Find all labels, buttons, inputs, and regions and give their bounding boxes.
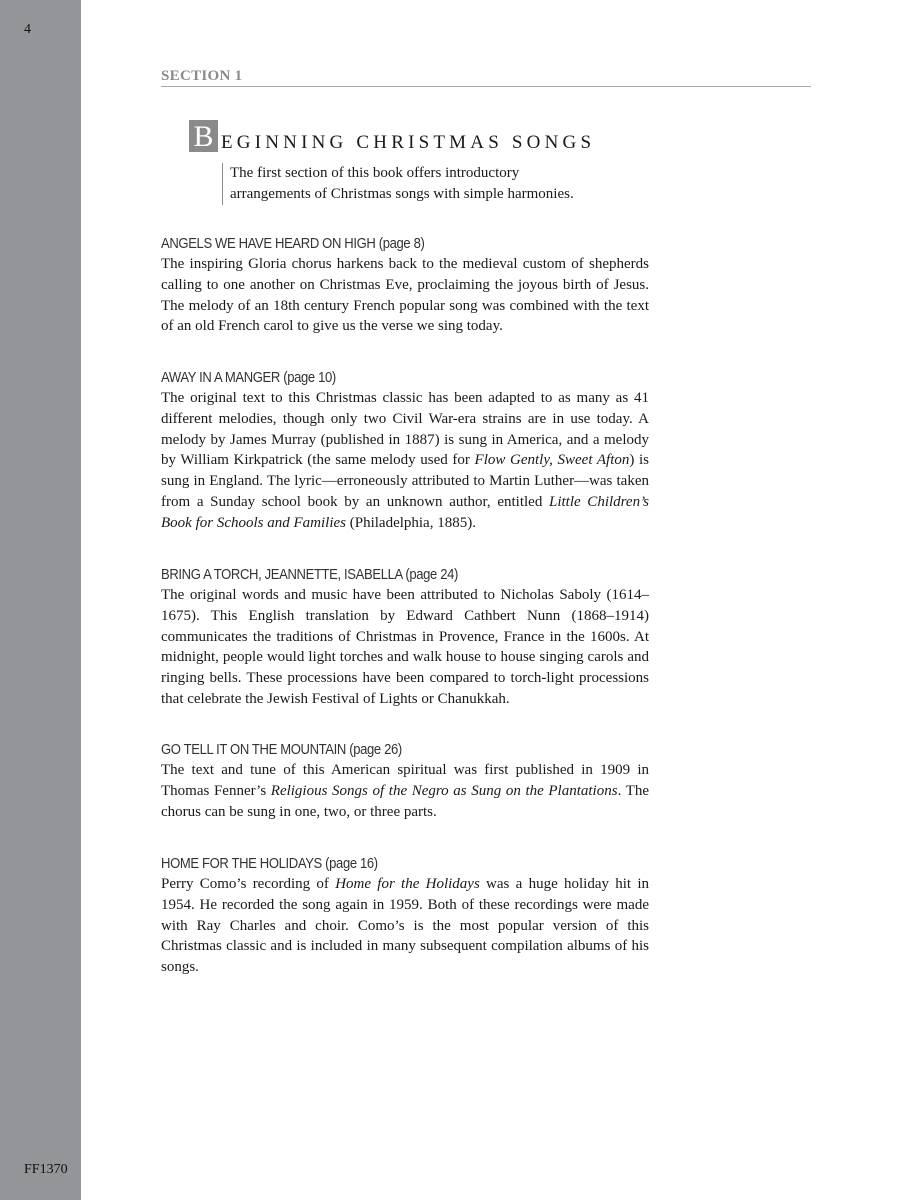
song-description [161, 388, 649, 534]
text-run: The original text to this Christmas classic has been adapted to as many as 41 different melodies, though only two Civil War-era strains are in use today. A melody by James Murray (published in 1887) is sung in America, and a melody by William Kirkpatrick (the same melody used for [161, 390, 649, 469]
chapter-title [189, 120, 595, 152]
text-run: The text and tune of this American spiritual was first published in 1909 in Thomas Fenner’s [161, 762, 649, 799]
text-run: ) is sung in England. The lyric—erroneously attributed to Martin Luther—was taken from a Sunday school book by an unknown author, entitled [161, 452, 649, 510]
margin-bar [0, 0, 81, 1200]
song-entry-home-for-the-holidays [161, 856, 649, 978]
italic-title: Religious Songs of the Negro as Sung on the Plantations [270, 782, 618, 799]
song-description: The inspiring Gloria chorus harkens back to the medieval custom of shepherds calling to one another on Christmas Eve, proclaiming the joyous birth of Jesus. The melody of an 18th century French popular song was combined with the text of an old French carol to give us the verse we sing today. [161, 256, 649, 335]
text-run: . The chorus can be sung in one, two, or three parts. [161, 782, 649, 820]
italic-title: Little Children’s Book for Schools and Families [161, 493, 649, 531]
song-title: BRING A TORCH, JEANNETTE, ISABELLA (page 24) [161, 567, 458, 583]
song-entry-angels [161, 236, 649, 337]
song-title: GO TELL IT ON THE MOUNTAIN (page 26) [161, 742, 402, 758]
chapter-intro [222, 163, 630, 205]
chapter-dropcap: B [189, 120, 218, 152]
intro-line: arrangements of Christmas songs with simple harmonies. [230, 186, 574, 202]
song-title: ANGELS WE HAVE HEARD ON HIGH (page 8) [161, 236, 425, 252]
italic-title: Home for the Holidays [335, 876, 480, 892]
chapter-title-text: EGINNING CHRISTMAS SONGS [221, 132, 596, 153]
song-title: AWAY IN A MANGER (page 10) [161, 370, 336, 386]
page-number: 4 [24, 22, 31, 37]
song-description [161, 874, 649, 978]
song-entry-away-in-a-manger [161, 370, 649, 534]
song-title: HOME FOR THE HOLIDAYS (page 16) [161, 856, 378, 872]
song-description: The original words and music have been attributed to Nicholas Saboly (1614–1675). This English translation by Edward Cathbert Nunn (1868–1914) communicates the traditions of Christmas in Provence, France in the 1600s. At midnight, people would light torches and walk house to house singing carols and ringing bells. These processions have been compared to torch-light processions that celebrate the Jewish Festival of Lights or Chanukkah. [161, 587, 649, 707]
song-entry-bring-a-torch [161, 567, 649, 710]
intro-line: The first section of this book offers introductory [230, 165, 520, 181]
section-label: SECTION 1 [161, 68, 811, 87]
catalog-code: FF1370 [24, 1162, 68, 1177]
song-description [161, 760, 649, 822]
text-run: was a huge holiday hit in 1954. He recorded the song again in 1959. Both of these recordings were made with Ray Charles and choir. Como’s is the most popular version of this Christmas classic and is included in many subsequent compilation albums of his songs. [161, 876, 650, 976]
text-run: (Philadelphia, 1885). [345, 514, 476, 531]
song-entry-go-tell-it [161, 742, 649, 822]
text-run: Perry Como’s recording of [161, 876, 336, 892]
italic-title: Flow Gently, Sweet Afton [474, 452, 630, 469]
